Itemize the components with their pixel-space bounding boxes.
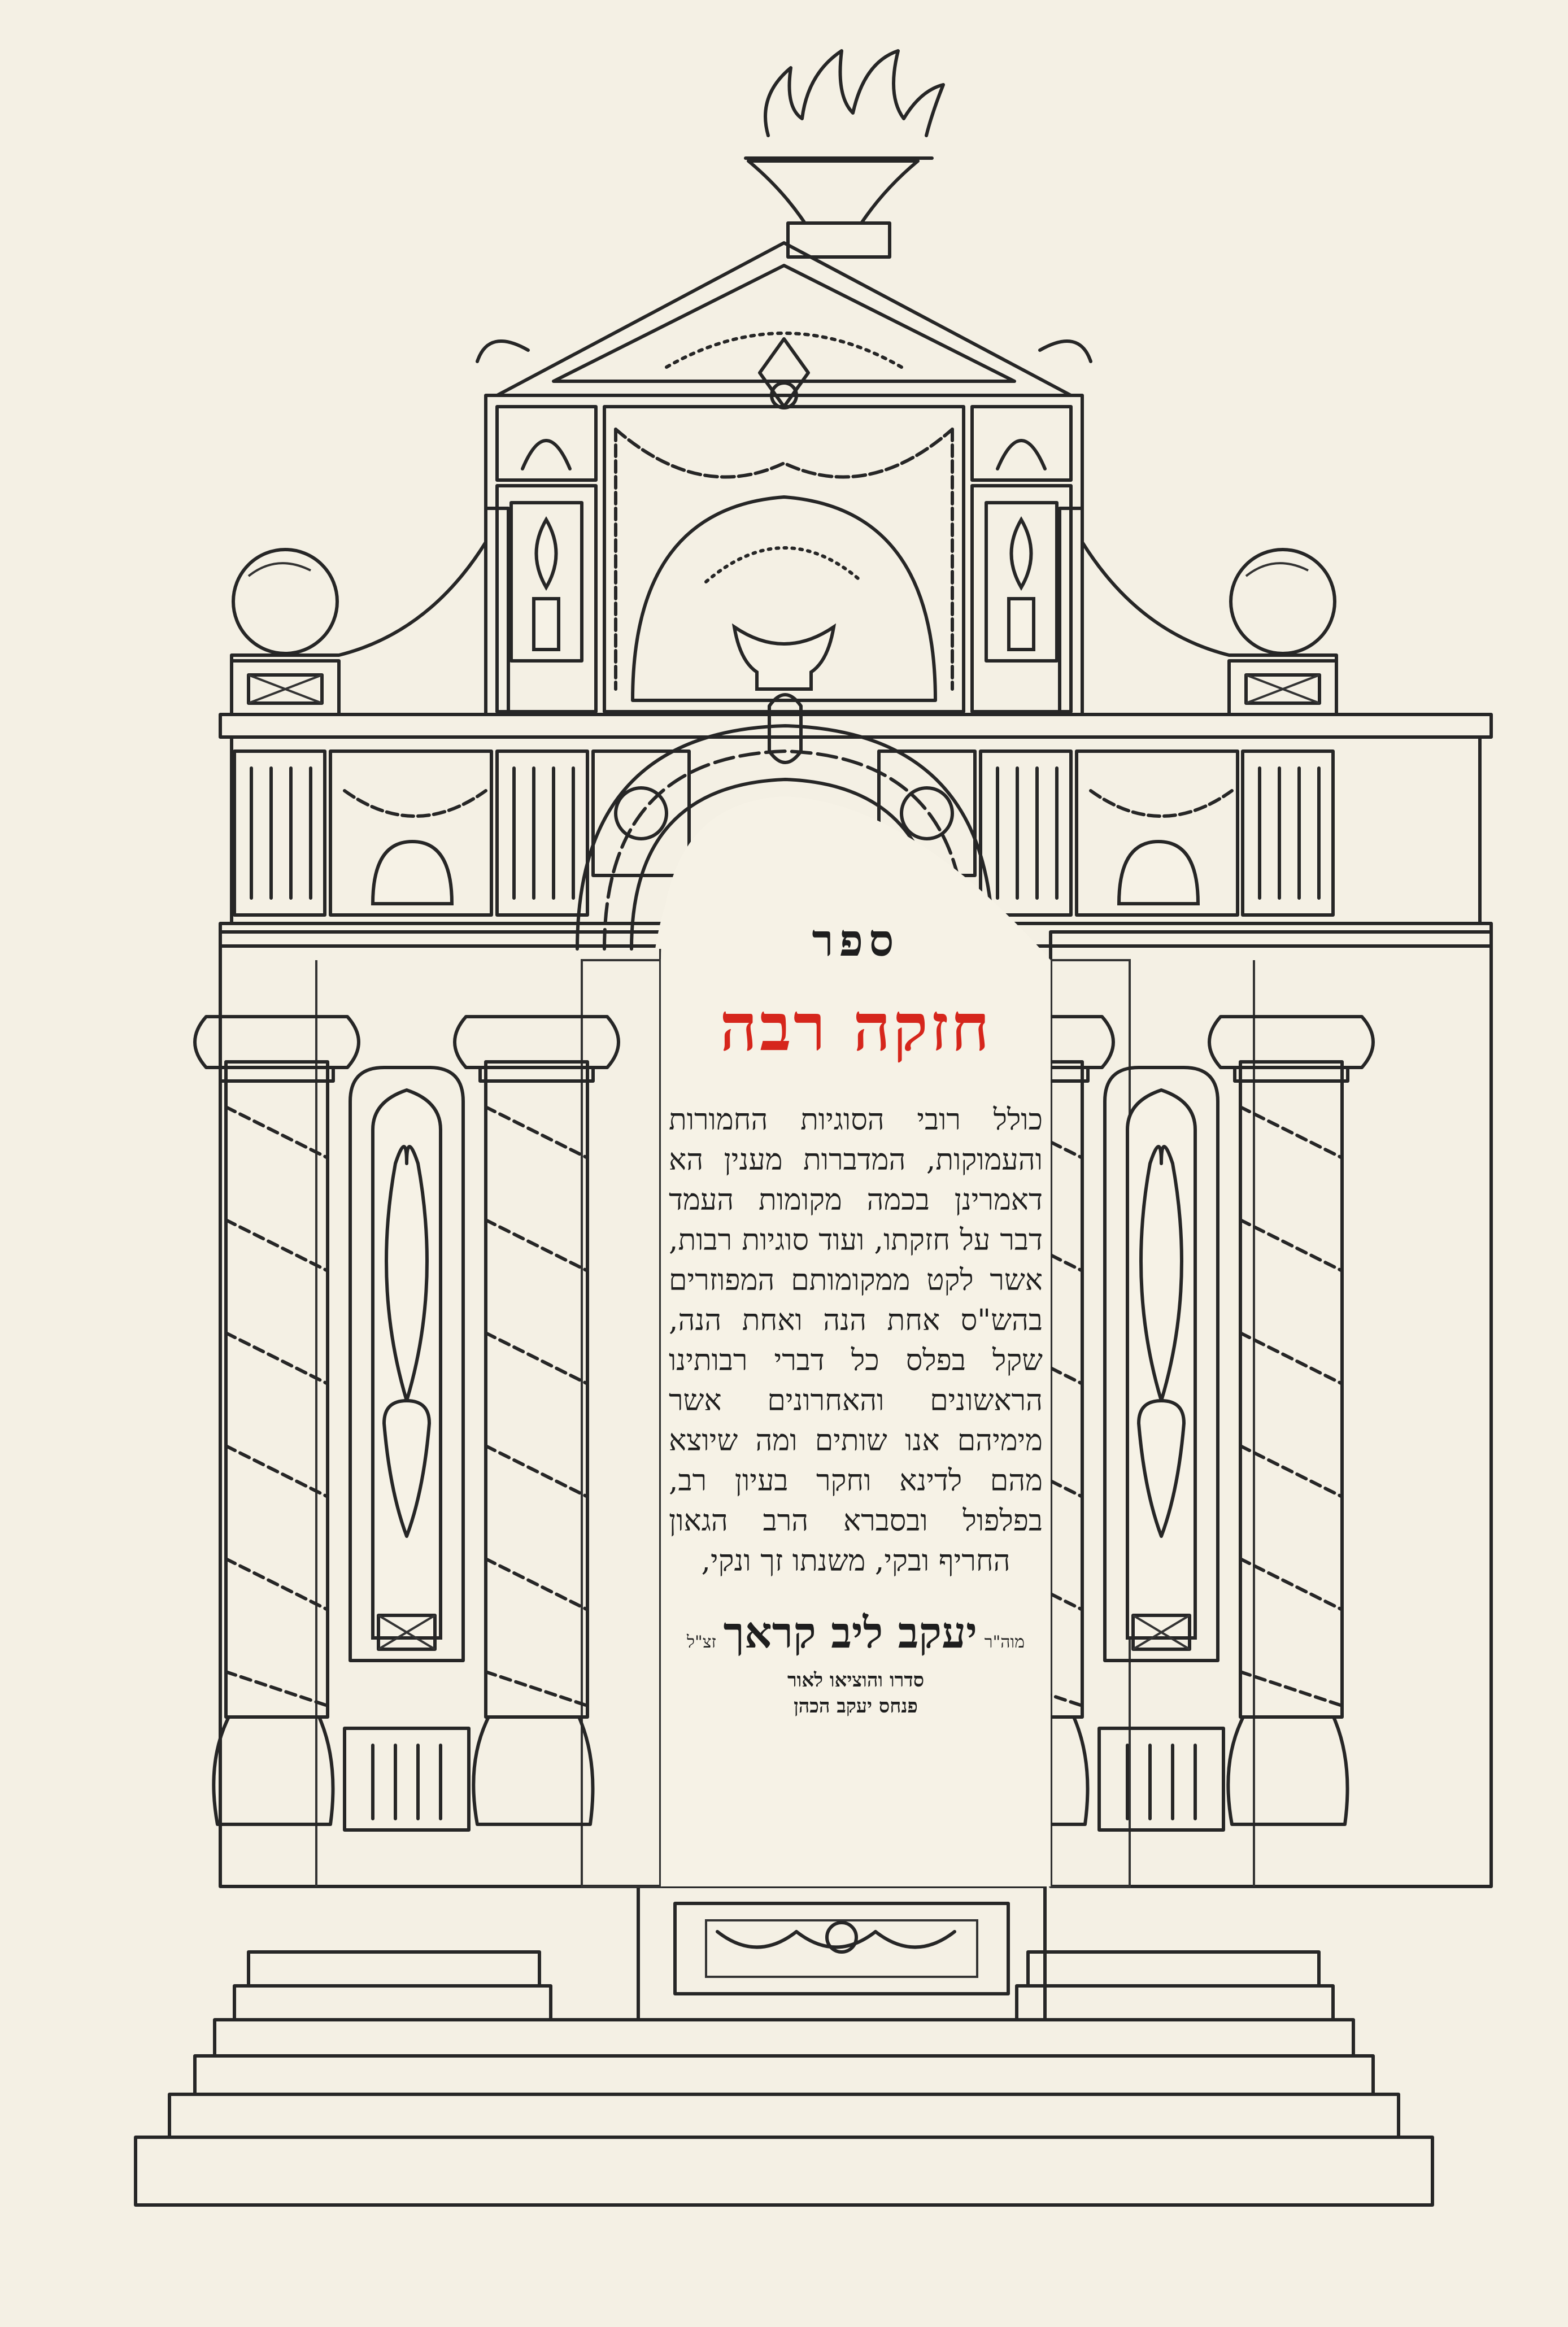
right-outer-column xyxy=(1209,1017,1373,1824)
author-honorific: מוה"ר xyxy=(984,1632,1025,1652)
label-sefer: ספר xyxy=(812,915,900,966)
left-inner-column xyxy=(455,1017,619,1824)
author-name: יעקב ליב קראך xyxy=(723,1607,978,1658)
right-niche-urn xyxy=(1105,1067,1218,1661)
author-memorial-suffix: זצ"ל xyxy=(686,1632,716,1652)
left-niche-urn xyxy=(350,1067,463,1661)
title-description: כולל רובי הסוגיות החמורות והעמוקות, המדברות מענין הא דאמרינן בכמה מקומות העמד דבר על חזקתו, ועוד סוגיות רבות, אשר לקט ממקומותם המפוזרים בהש"ס אחת הנה ואחת הנה, שקל בפלס כל דברי רבותינו הראשונים והאחרונים אשר מימיהם אנו שותים ומה שיוצא מהם לדינא וחקר בעיון רב, בפלפול ובסברא הרב הגאון החריף ובקי, משנתו זך ונקי, xyxy=(669,1103,1043,1578)
author-line xyxy=(661,1607,1051,1658)
publisher-name: פנחס יעקב הכהן xyxy=(794,1695,918,1718)
torch-finial xyxy=(746,51,943,257)
book-title: חזקה רבה xyxy=(720,989,992,1066)
title-text-block xyxy=(661,892,1051,1864)
pediment xyxy=(477,243,1091,395)
steps xyxy=(136,1952,1432,2205)
central-plinth xyxy=(638,1886,1045,2020)
publisher-credit-line: סדרו והוציאו לאור xyxy=(787,1669,925,1692)
